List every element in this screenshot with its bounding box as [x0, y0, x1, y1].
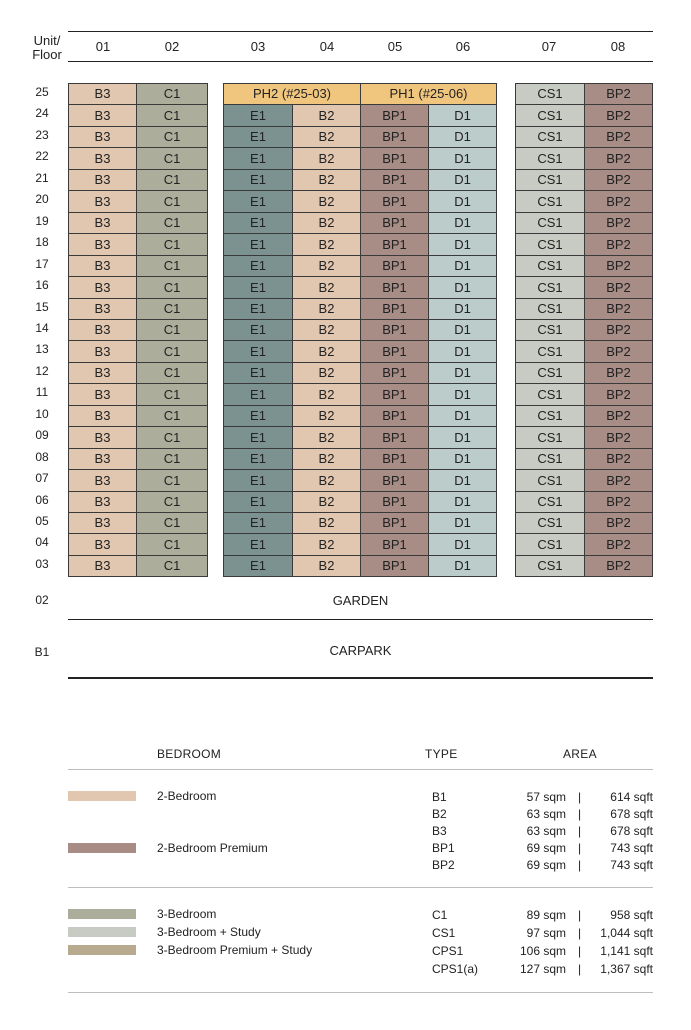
unit-cell-07-01[interactable]: B3 [68, 469, 137, 492]
floor-13-label: 13 [35, 342, 49, 356]
unit-cell-03-06[interactable]: D1 [428, 555, 497, 577]
unit-cell-06-07[interactable]: CS1 [515, 491, 585, 513]
unit-cell-19-03[interactable]: E1 [223, 212, 293, 234]
unit-cell-06-05[interactable]: BP1 [360, 491, 429, 513]
unit-cell-16-04[interactable]: B2 [292, 276, 361, 299]
unit-cell-21-02[interactable]: C1 [136, 169, 208, 191]
unit-header-05: 05 [387, 39, 403, 54]
unit-cell-20-07[interactable]: CS1 [515, 190, 585, 213]
unit-cell-08-07[interactable]: CS1 [515, 448, 585, 470]
legend-type-label: BP1 [432, 841, 455, 855]
unit-cell-20-02[interactable]: C1 [136, 190, 208, 213]
unit-cell-08-05[interactable]: BP1 [360, 448, 429, 470]
unit-cell-09-02[interactable]: C1 [136, 426, 208, 449]
legend-type-label: B1 [432, 790, 447, 804]
unit-cell-19-02[interactable]: C1 [136, 212, 208, 234]
legend-type-label: B2 [432, 807, 447, 821]
unit-cell-23-08[interactable]: BP2 [584, 126, 653, 148]
unit-cell-21-08[interactable]: BP2 [584, 169, 653, 191]
unit-cell-08-01[interactable]: B3 [68, 448, 137, 470]
legend-mid-rule [68, 887, 653, 888]
unit-cell-09-01[interactable]: B3 [68, 426, 137, 449]
unit-cell-15-05[interactable]: BP1 [360, 298, 429, 320]
unit-cell-17-06[interactable]: D1 [428, 255, 497, 277]
swatch-3-bedroom-premium-study [68, 945, 136, 955]
unit-cell-22-03[interactable]: E1 [223, 147, 293, 170]
legend-area-sqft: 958 sqft [610, 908, 653, 922]
category-2-bedroom: 2-Bedroom [157, 789, 217, 803]
floor-11-label: 11 [35, 385, 49, 399]
unit-cell-19-05[interactable]: BP1 [360, 212, 429, 234]
unit-cell-07-08[interactable]: BP2 [584, 469, 653, 492]
unit-cell-04-01[interactable]: B3 [68, 533, 137, 556]
unit-cell-09-06[interactable]: D1 [428, 426, 497, 449]
unit-cell-24-08[interactable]: BP2 [584, 104, 653, 127]
floor-21-label: 21 [35, 171, 49, 185]
legend-header-type: TYPE [425, 747, 458, 761]
garden-label: GARDEN [332, 593, 389, 608]
legend-area-sqm: 63 sqm [526, 807, 566, 821]
floor-02-label: 02 [35, 593, 49, 607]
unit-cell-18-04[interactable]: B2 [292, 233, 361, 256]
unit-cell-23-04[interactable]: B2 [292, 126, 361, 148]
unit-cell-04-02[interactable]: C1 [136, 533, 208, 556]
unit-cell-11-08[interactable]: BP2 [584, 383, 653, 406]
unit-cell-12-08[interactable]: BP2 [584, 362, 653, 384]
unit-cell-23-01[interactable]: B3 [68, 126, 137, 148]
unit-cell-09-08[interactable]: BP2 [584, 426, 653, 449]
legend-type-label: BP2 [432, 858, 455, 872]
unit-cell-10-02[interactable]: C1 [136, 405, 208, 427]
category-3-bedroom: 3-Bedroom [157, 907, 217, 921]
unit-header-07: 07 [541, 39, 557, 54]
unit-cell-18-06[interactable]: D1 [428, 233, 497, 256]
unit-cell-05-06[interactable]: D1 [428, 512, 497, 534]
floor-19-label: 19 [35, 214, 49, 228]
unit-cell-11-06[interactable]: D1 [428, 383, 497, 406]
unit-cell-04-08[interactable]: BP2 [584, 533, 653, 556]
legend-separator: | [578, 790, 582, 804]
carpark-label: CARPARK [329, 643, 392, 658]
unit-cell-16-08[interactable]: BP2 [584, 276, 653, 299]
unit-cell-15-08[interactable]: BP2 [584, 298, 653, 320]
unit-cell-06-01[interactable]: B3 [68, 491, 137, 513]
unit-cell-03-02[interactable]: C1 [136, 555, 208, 577]
legend-header-rule [68, 769, 653, 770]
unit-floor-label [22, 34, 72, 62]
unit-cell-07-03[interactable]: E1 [223, 469, 293, 492]
legend-area-sqft: 1,044 sqft [600, 926, 653, 940]
unit-cell-19-04[interactable]: B2 [292, 212, 361, 234]
unit-cell-21-06[interactable]: D1 [428, 169, 497, 191]
unit-header-01: 01 [95, 39, 111, 54]
unit-cell-07-05[interactable]: BP1 [360, 469, 429, 492]
unit-cell-16-05[interactable]: BP1 [360, 276, 429, 299]
floor-05-label: 05 [35, 514, 49, 528]
unit-cell-10-04[interactable]: B2 [292, 405, 361, 427]
unit-cell-08-06[interactable]: D1 [428, 448, 497, 470]
unit-cell-15-06[interactable]: D1 [428, 298, 497, 320]
floor-16-label: 16 [35, 278, 49, 292]
legend-area-sqft: 678 sqft [610, 807, 653, 821]
unit-cell-15-04[interactable]: B2 [292, 298, 361, 320]
floor-12-label: 12 [35, 364, 49, 378]
unit-cell-17-01[interactable]: B3 [68, 255, 137, 277]
unit-cell-09-07[interactable]: CS1 [515, 426, 585, 449]
legend-separator: | [578, 841, 582, 855]
unit-cell-17-07[interactable]: CS1 [515, 255, 585, 277]
floor-25-label: 25 [35, 85, 49, 99]
unit-cell-05-07[interactable]: CS1 [515, 512, 585, 534]
unit-cell-24-02[interactable]: C1 [136, 104, 208, 127]
unit-cell-16-06[interactable]: D1 [428, 276, 497, 299]
unit-cell-17-03[interactable]: E1 [223, 255, 293, 277]
unit-cell-04-04[interactable]: B2 [292, 533, 361, 556]
legend-area-sqm: 57 sqm [526, 790, 566, 804]
floor-20-label: 20 [35, 192, 49, 206]
unit-cell-20-08[interactable]: BP2 [584, 190, 653, 213]
unit-cell-13-02[interactable]: C1 [136, 340, 208, 363]
floor-23-label: 23 [35, 128, 49, 142]
unit-cell-21-04[interactable]: B2 [292, 169, 361, 191]
unit-cell-24-06[interactable]: D1 [428, 104, 497, 127]
floor-06-label: 06 [35, 493, 49, 507]
unit-cell-15-07[interactable]: CS1 [515, 298, 585, 320]
unit-label: Unit/ [33, 33, 61, 48]
swatch-3-bedroom [68, 909, 136, 919]
unit-cell-13-05[interactable]: BP1 [360, 340, 429, 363]
unit-cell-08-08[interactable]: BP2 [584, 448, 653, 470]
unit-cell-21-07[interactable]: CS1 [515, 169, 585, 191]
unit-cell-21-03[interactable]: E1 [223, 169, 293, 191]
legend-area-sqm: 69 sqm [526, 841, 566, 855]
garden-rule [68, 619, 653, 620]
unit-cell-12-07[interactable]: CS1 [515, 362, 585, 384]
unit-cell-15-03[interactable]: E1 [223, 298, 293, 320]
category-2-bedroom-premium: 2-Bedroom Premium [157, 841, 268, 855]
unit-cell-08-04[interactable]: B2 [292, 448, 361, 470]
unit-cell-03-01[interactable]: B3 [68, 555, 137, 577]
unit-cell-14-04[interactable]: B2 [292, 319, 361, 341]
unit-cell-12-01[interactable]: B3 [68, 362, 137, 384]
unit-cell-09-05[interactable]: BP1 [360, 426, 429, 449]
legend-separator: | [578, 858, 582, 872]
unit-cell-14-06[interactable]: D1 [428, 319, 497, 341]
unit-cell-22-07[interactable]: CS1 [515, 147, 585, 170]
unit-cell-03-08[interactable]: BP2 [584, 555, 653, 577]
unit-cell-14-03[interactable]: E1 [223, 319, 293, 341]
unit-cell-05-03[interactable]: E1 [223, 512, 293, 534]
legend-separator: | [578, 824, 582, 838]
unit-cell-06-08[interactable]: BP2 [584, 491, 653, 513]
unit-cell-12-02[interactable]: C1 [136, 362, 208, 384]
unit-cell-22-05[interactable]: BP1 [360, 147, 429, 170]
unit-cell-16-01[interactable]: B3 [68, 276, 137, 299]
unit-cell-22-08[interactable]: BP2 [584, 147, 653, 170]
unit-cell-25-08[interactable]: BP2 [584, 83, 653, 105]
floor-b1-label: B1 [34, 645, 50, 659]
carpark-rule [68, 677, 653, 679]
legend-area-sqm: 69 sqm [526, 858, 566, 872]
unit-cell-13-01[interactable]: B3 [68, 340, 137, 363]
unit-cell-06-04[interactable]: B2 [292, 491, 361, 513]
penthouse-ph1-cell[interactable]: PH1 (#25-06) [360, 83, 497, 105]
floor-07-label: 07 [35, 471, 49, 485]
unit-cell-16-07[interactable]: CS1 [515, 276, 585, 299]
unit-header-04: 04 [319, 39, 335, 54]
unit-cell-13-07[interactable]: CS1 [515, 340, 585, 363]
legend-separator: | [578, 944, 582, 958]
unit-cell-10-05[interactable]: BP1 [360, 405, 429, 427]
unit-cell-11-03[interactable]: E1 [223, 383, 293, 406]
unit-cell-07-06[interactable]: D1 [428, 469, 497, 492]
legend-area-sqft: 614 sqft [610, 790, 653, 804]
legend-area-sqm: 106 sqm [519, 944, 566, 958]
unit-cell-11-07[interactable]: CS1 [515, 383, 585, 406]
unit-cell-11-02[interactable]: C1 [136, 383, 208, 406]
legend-area-sqm: 63 sqm [526, 824, 566, 838]
unit-cell-18-03[interactable]: E1 [223, 233, 293, 256]
floor-17-label: 17 [35, 257, 49, 271]
unit-cell-12-03[interactable]: E1 [223, 362, 293, 384]
legend-separator: | [578, 926, 582, 940]
unit-cell-20-03[interactable]: E1 [223, 190, 293, 213]
legend-type-label: B3 [432, 824, 447, 838]
unit-cell-19-06[interactable]: D1 [428, 212, 497, 234]
unit-cell-11-04[interactable]: B2 [292, 383, 361, 406]
unit-cell-21-05[interactable]: BP1 [360, 169, 429, 191]
legend-area-sqft: 678 sqft [610, 824, 653, 838]
unit-cell-24-07[interactable]: CS1 [515, 104, 585, 127]
unit-cell-22-02[interactable]: C1 [136, 147, 208, 170]
unit-cell-10-03[interactable]: E1 [223, 405, 293, 427]
floor-18-label: 18 [35, 235, 49, 249]
unit-cell-14-07[interactable]: CS1 [515, 319, 585, 341]
unit-cell-23-06[interactable]: D1 [428, 126, 497, 148]
unit-cell-25-02[interactable]: C1 [136, 83, 208, 105]
floor-15-label: 15 [35, 300, 49, 314]
unit-cell-10-07[interactable]: CS1 [515, 405, 585, 427]
unit-cell-10-01[interactable]: B3 [68, 405, 137, 427]
unit-cell-17-04[interactable]: B2 [292, 255, 361, 277]
unit-cell-08-02[interactable]: C1 [136, 448, 208, 470]
legend-separator: | [578, 908, 582, 922]
unit-cell-13-03[interactable]: E1 [223, 340, 293, 363]
legend-area-sqft: 1,141 sqft [600, 944, 653, 958]
legend-separator: | [578, 807, 582, 821]
unit-cell-13-08[interactable]: BP2 [584, 340, 653, 363]
unit-cell-06-02[interactable]: C1 [136, 491, 208, 513]
unit-cell-25-07[interactable]: CS1 [515, 83, 585, 105]
legend-header-area: AREA [563, 747, 597, 761]
unit-cell-12-04[interactable]: B2 [292, 362, 361, 384]
unit-cell-14-05[interactable]: BP1 [360, 319, 429, 341]
legend-area-sqm: 127 sqm [519, 962, 566, 976]
unit-cell-20-01[interactable]: B3 [68, 190, 137, 213]
legend-area-sqft: 743 sqft [610, 841, 653, 855]
unit-cell-03-05[interactable]: BP1 [360, 555, 429, 577]
unit-cell-12-06[interactable]: D1 [428, 362, 497, 384]
legend-header-bedroom: BEDROOM [157, 747, 222, 761]
unit-cell-11-05[interactable]: BP1 [360, 383, 429, 406]
unit-cell-07-02[interactable]: C1 [136, 469, 208, 492]
unit-cell-04-07[interactable]: CS1 [515, 533, 585, 556]
unit-cell-23-07[interactable]: CS1 [515, 126, 585, 148]
unit-cell-25-01[interactable]: B3 [68, 83, 137, 105]
unit-cell-04-03[interactable]: E1 [223, 533, 293, 556]
unit-cell-09-03[interactable]: E1 [223, 426, 293, 449]
unit-cell-06-06[interactable]: D1 [428, 491, 497, 513]
unit-cell-07-07[interactable]: CS1 [515, 469, 585, 492]
unit-cell-04-06[interactable]: D1 [428, 533, 497, 556]
header-bottom-rule [68, 61, 653, 62]
unit-cell-05-02[interactable]: C1 [136, 512, 208, 534]
unit-cell-05-05[interactable]: BP1 [360, 512, 429, 534]
legend-area-sqft: 1,367 sqft [600, 962, 653, 976]
unit-header-03: 03 [250, 39, 266, 54]
category-3-bedroom-premium-study: 3-Bedroom Premium + Study [157, 943, 313, 957]
unit-cell-24-03[interactable]: E1 [223, 104, 293, 127]
unit-cell-17-08[interactable]: BP2 [584, 255, 653, 277]
unit-cell-14-01[interactable]: B3 [68, 319, 137, 341]
unit-cell-14-08[interactable]: BP2 [584, 319, 653, 341]
legend-type-label: CPS1 [432, 944, 464, 958]
floor-label: Floor [32, 47, 62, 62]
unit-cell-03-03[interactable]: E1 [223, 555, 293, 577]
unit-cell-18-08[interactable]: BP2 [584, 233, 653, 256]
unit-header-08: 08 [610, 39, 626, 54]
floor-14-label: 14 [35, 321, 49, 335]
floor-22-label: 22 [35, 149, 49, 163]
unit-cell-14-02[interactable]: C1 [136, 319, 208, 341]
unit-cell-07-04[interactable]: B2 [292, 469, 361, 492]
swatch-2-bedroom [68, 791, 136, 801]
unit-cell-19-08[interactable]: BP2 [584, 212, 653, 234]
floor-10-label: 10 [35, 407, 49, 421]
unit-cell-03-07[interactable]: CS1 [515, 555, 585, 577]
unit-cell-22-04[interactable]: B2 [292, 147, 361, 170]
unit-cell-24-05[interactable]: BP1 [360, 104, 429, 127]
unit-cell-06-03[interactable]: E1 [223, 491, 293, 513]
unit-cell-17-05[interactable]: BP1 [360, 255, 429, 277]
unit-cell-03-04[interactable]: B2 [292, 555, 361, 577]
floor-09-label: 09 [35, 428, 49, 442]
unit-cell-17-02[interactable]: C1 [136, 255, 208, 277]
unit-cell-22-01[interactable]: B3 [68, 147, 137, 170]
unit-cell-18-01[interactable]: B3 [68, 233, 137, 256]
legend-area-sqft: 743 sqft [610, 858, 653, 872]
floor-24-label: 24 [35, 106, 49, 120]
unit-cell-18-05[interactable]: BP1 [360, 233, 429, 256]
unit-cell-20-05[interactable]: BP1 [360, 190, 429, 213]
unit-cell-05-01[interactable]: B3 [68, 512, 137, 534]
legend-type-label: C1 [432, 908, 448, 922]
unit-cell-05-04[interactable]: B2 [292, 512, 361, 534]
legend-type-label: CPS1(a) [432, 962, 479, 976]
unit-cell-23-05[interactable]: BP1 [360, 126, 429, 148]
unit-cell-20-04[interactable]: B2 [292, 190, 361, 213]
unit-cell-08-03[interactable]: E1 [223, 448, 293, 470]
unit-cell-13-04[interactable]: B2 [292, 340, 361, 363]
unit-cell-04-05[interactable]: BP1 [360, 533, 429, 556]
legend-bottom-rule [68, 992, 653, 993]
unit-cell-15-02[interactable]: C1 [136, 298, 208, 320]
unit-cell-24-01[interactable]: B3 [68, 104, 137, 127]
unit-cell-19-01[interactable]: B3 [68, 212, 137, 234]
header-top-rule [68, 31, 653, 32]
unit-cell-12-05[interactable]: BP1 [360, 362, 429, 384]
unit-cell-16-03[interactable]: E1 [223, 276, 293, 299]
unit-cell-20-06[interactable]: D1 [428, 190, 497, 213]
unit-cell-05-08[interactable]: BP2 [584, 512, 653, 534]
legend-area-sqm: 97 sqm [526, 926, 566, 940]
unit-cell-22-06[interactable]: D1 [428, 147, 497, 170]
legend-separator: | [578, 962, 582, 976]
swatch-3-bedroom-study [68, 927, 136, 937]
unit-cell-15-01[interactable]: B3 [68, 298, 137, 320]
unit-header-02: 02 [164, 39, 180, 54]
floor-04-label: 04 [35, 535, 49, 549]
unit-cell-21-01[interactable]: B3 [68, 169, 137, 191]
unit-cell-18-07[interactable]: CS1 [515, 233, 585, 256]
unit-header-06: 06 [455, 39, 471, 54]
unit-cell-10-08[interactable]: BP2 [584, 405, 653, 427]
penthouse-ph2-cell[interactable]: PH2 (#25-03) [223, 83, 361, 105]
unit-cell-11-01[interactable]: B3 [68, 383, 137, 406]
floor-08-label: 08 [35, 450, 49, 464]
unit-cell-10-06[interactable]: D1 [428, 405, 497, 427]
legend-type-label: CS1 [432, 926, 456, 940]
unit-cell-23-03[interactable]: E1 [223, 126, 293, 148]
swatch-2-bedroom-premium [68, 843, 136, 853]
unit-cell-18-02[interactable]: C1 [136, 233, 208, 256]
unit-cell-24-04[interactable]: B2 [292, 104, 361, 127]
unit-cell-23-02[interactable]: C1 [136, 126, 208, 148]
legend-area-sqm: 89 sqm [526, 908, 566, 922]
unit-cell-19-07[interactable]: CS1 [515, 212, 585, 234]
unit-cell-13-06[interactable]: D1 [428, 340, 497, 363]
floor-03-label: 03 [35, 557, 49, 571]
category-3-bedroom-study: 3-Bedroom + Study [157, 925, 261, 939]
unit-cell-16-02[interactable]: C1 [136, 276, 208, 299]
unit-cell-09-04[interactable]: B2 [292, 426, 361, 449]
